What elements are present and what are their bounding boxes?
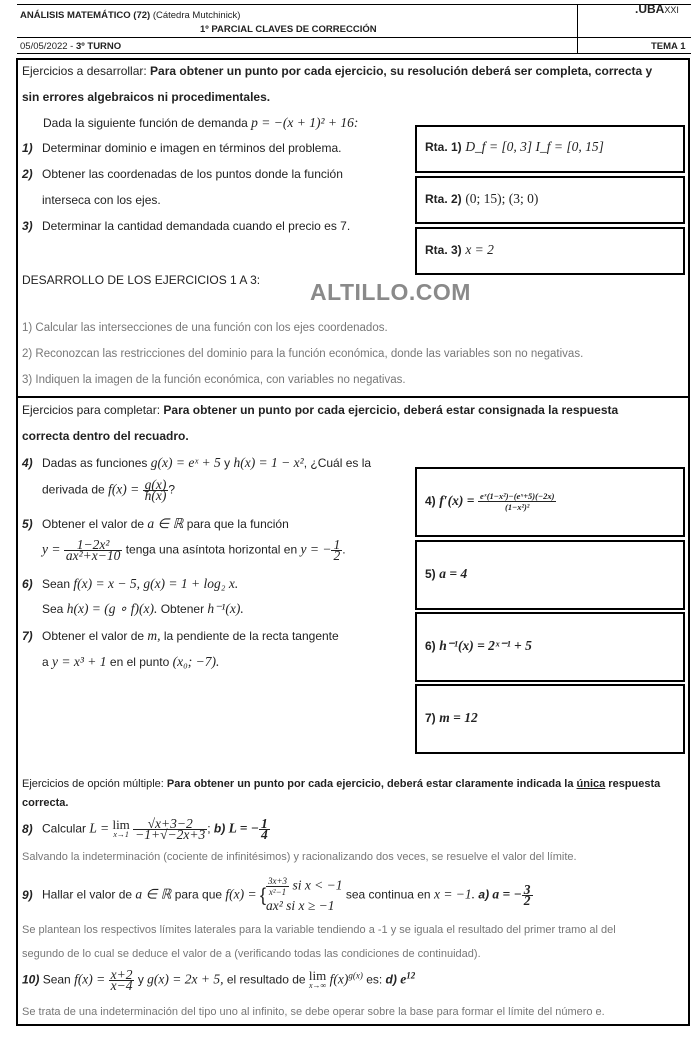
question-4 <box>22 455 371 471</box>
question-2 <box>22 167 343 181</box>
q4-and: y <box>224 456 231 470</box>
logo-suffix: XXI <box>664 5 679 15</box>
section3-intro <box>22 778 688 790</box>
q6-text-c: Obtener <box>160 602 205 616</box>
q10-explanation: Se trata de una indeterminación del tipo uno al infinito, se debe operar sobre la base para formar el límite del número e. <box>22 1006 605 1018</box>
q4-h-formula: h(x) = 1 − x² <box>233 455 304 470</box>
q9-piecewise <box>266 876 343 915</box>
q8-explanation: Salvando la indeterminación (cociente de infinitésimos) y racionalizando dos veces, se resuelve el valor del límite. <box>22 851 577 863</box>
q8-lim-word: lim <box>112 816 130 832</box>
q9-answer-option: a) <box>478 887 490 902</box>
q5-frac-den: ax²+x−10 <box>65 548 121 563</box>
answer-box-1 <box>415 125 685 173</box>
section3-intro-bold-a: Para obtener un punto por cada ejercicio, deberá estar claramente indicada la <box>166 778 577 790</box>
question-3 <box>22 219 350 233</box>
answer-box-4 <box>415 467 685 537</box>
q7-text-b: la pendiente de la recta tangente <box>163 629 339 643</box>
section1-intro-bold: Para obtener un punto por cada ejercicio, su resolución deberá ser completa, correcta y <box>150 64 653 78</box>
ans4-fprime: f′(x) = <box>439 492 475 508</box>
q9-explanation-1: Se plantean los respectivos límites laterales para la variable tendiendo a -1 y se iguala el resultado del primer tramo al del <box>22 924 616 936</box>
logo-text: .UBA <box>635 2 665 16</box>
answer-box-6 <box>415 612 685 682</box>
q10-number: 10) <box>22 972 40 987</box>
ans4-frac-den: (1−x²)² <box>505 502 530 512</box>
ans6-value: h⁻¹(x) = 2ˣ⁻¹ + 5 <box>439 638 532 653</box>
ans4-frac-num: eˣ(1−x²)−(eˣ+5)(−2x) <box>480 491 555 501</box>
q8-ans-den: 4 <box>260 827 268 842</box>
section3-intro-line2: correcta. <box>22 797 69 809</box>
q5-text-c: tenga una asíntota horizontal en <box>125 542 298 557</box>
q9-ans-den: 2 <box>523 893 531 908</box>
q9-answer-frac <box>522 882 533 908</box>
ans3-value: x = 2 <box>465 242 494 257</box>
q7-y-formula: y = x³ + 1 <box>52 654 107 669</box>
q8-answer-frac <box>259 816 270 842</box>
theme-label: TEMA 1 <box>651 41 686 52</box>
question-6 <box>22 576 238 592</box>
q4-text-a: Dadas as funciones <box>42 456 148 470</box>
ans7-label: 7) <box>425 711 436 725</box>
ans7-value: m = 12 <box>439 710 478 725</box>
q10-answer: e <box>400 971 407 987</box>
ans6-label: 6) <box>425 639 436 653</box>
ans1-value: D_f = [0, 3] I_f = [0, 15] <box>465 139 604 154</box>
development-title: DESARROLLO DE LOS EJERCICIOS 1 A 3: <box>22 273 261 287</box>
answer-box-5 <box>415 540 685 610</box>
given-text: Dada la siguiente función de demanda <box>43 116 248 130</box>
q5-half <box>331 537 342 563</box>
q9-a-var: a ∈ ℝ <box>135 886 172 902</box>
q5-y: y = <box>42 541 61 557</box>
answer-box-7 <box>415 684 685 754</box>
q8-ans-num: 1 <box>260 816 268 831</box>
section3-intro-underlined: única <box>576 778 606 790</box>
q10-text-c: es: <box>366 972 383 987</box>
q5-y2: y = − <box>300 541 332 557</box>
q4-text-c: derivada de <box>42 482 105 497</box>
section2-intro <box>22 403 618 417</box>
q5-frac-num: 1−2x² <box>64 540 123 551</box>
q6-number: 6) <box>22 577 33 591</box>
q10-answer-option: d) <box>385 972 397 987</box>
q9-text-c: sea continua en <box>345 887 431 902</box>
ans3-label: Rta. 3) <box>425 243 462 257</box>
q8-number: 8) <box>22 821 33 836</box>
q7-text-c: a <box>42 655 49 669</box>
q4-f-formula: f(x) = <box>108 481 140 497</box>
section1-intro-lead: Ejercicios a desarrollar: <box>22 64 151 78</box>
q9-number: 9) <box>22 887 33 902</box>
q7-number: 7) <box>22 629 33 643</box>
question-7 <box>22 628 339 644</box>
ans2-label: Rta. 2) <box>425 192 462 206</box>
q9-case1-cond: si x < −1 <box>292 877 343 893</box>
q2-text-2: interseca con los ejes. <box>42 193 161 207</box>
q5-a-var: a ∈ ℝ <box>147 516 184 531</box>
section2-intro-lead: Ejercicios para completar: <box>22 403 164 417</box>
q6-text-b: Sea <box>42 602 64 616</box>
question-10 <box>22 967 416 993</box>
q2-number: 2) <box>22 167 33 181</box>
q9-f: f(x) = <box>225 886 257 902</box>
q3-number: 3) <box>22 219 33 233</box>
q4-end: ? <box>168 482 176 497</box>
q9-case2: ax² si x ≥ −1 <box>265 898 335 913</box>
ans4-fraction <box>478 491 556 512</box>
q5-fraction <box>64 537 123 563</box>
q9-x: x = −1. <box>433 886 476 902</box>
question-1 <box>22 141 341 155</box>
q8-text: Calcular <box>42 821 87 836</box>
q8-frac-den: −1+√−2x+3 <box>135 827 206 842</box>
q4-line2 <box>42 477 176 503</box>
q9-case1-frac <box>266 876 289 897</box>
q3-text: Determinar la cantidad demandada cuando el precio es 7. <box>42 219 351 233</box>
q10-lim-word: lim <box>308 967 327 983</box>
q6-hinv: h⁻¹(x). <box>207 601 244 616</box>
q6-text-a: Sean <box>42 577 71 591</box>
q10-and: y <box>137 972 144 987</box>
q8-L: L = <box>89 820 110 836</box>
turn-text: 3º TURNO <box>76 41 122 52</box>
q4-frac-num: g(x) <box>144 477 167 492</box>
section2-intro-line2: correcta dentro del recuadro. <box>22 429 189 443</box>
chair-name: (Cátedra Mutchinick) <box>152 10 241 21</box>
q4-text-b: , ¿Cuál es la <box>303 456 372 470</box>
q10-fraction <box>109 967 135 993</box>
section3-intro-lead: Ejercicios de opción múltiple: <box>22 778 167 790</box>
criterion-1: 1) Calcular las intersecciones de una función con los ejes coordenados. <box>22 322 388 334</box>
q8-frac-num: √x+3−2 <box>133 819 207 830</box>
q7-text-a: Obtener el valor de <box>42 629 145 643</box>
given-formula: p = −(x + 1)² + 16: <box>251 115 359 130</box>
q6-line2 <box>42 601 244 617</box>
exam-date <box>20 41 121 52</box>
q5-line2: y = $\frac{\text{1−2x²}}{\text{ax²+x−10}}$ tenga una asíntota horizontal en y = − $\frac{1}{2}$ . <box>42 537 346 563</box>
q5-half-den: 2 <box>333 548 341 563</box>
q8-answer-option: b) <box>213 821 226 836</box>
q9-ans-num: 3 <box>523 882 531 897</box>
q7-line2 <box>42 654 219 670</box>
q9-case1-den: x²−1 <box>268 887 287 897</box>
q10-exponent: g(x) <box>348 970 363 981</box>
q10-f: f(x) = <box>74 971 106 987</box>
exam-title: 1º PARCIAL CLAVES DE CORRECCIÓN <box>200 24 377 35</box>
question-5 <box>22 516 289 532</box>
q7-text-d: en el punto <box>109 655 170 669</box>
q9-case1-num: 3x+3 <box>267 876 288 886</box>
q9-text-a: Hallar el valor de <box>42 887 133 902</box>
course-title <box>20 10 240 21</box>
q8-limit <box>112 816 130 840</box>
q7-point: (x₀; −7). <box>172 654 220 669</box>
q10-limit <box>308 967 327 991</box>
answer-box-2 <box>415 176 685 224</box>
criterion-3: 3) Indiquen la imagen de la función económica, con variables no negativas. <box>22 374 406 386</box>
section1-intro-line2: sin errores algebraicos ni procedimentales. <box>22 90 271 104</box>
q10-text-a: Sean <box>42 972 71 987</box>
q4-number: 4) <box>22 456 33 470</box>
q5-half-num: 1 <box>333 537 341 552</box>
criterion-2: 2) Reconozcan las restricciones del dominio para la función económica, donde las variables son no negativas. <box>22 348 584 360</box>
ans4-label: 4) <box>425 493 436 508</box>
section2-intro-bold: Para obtener un punto por cada ejercicio, deberá estar consignada la respuesta <box>163 403 619 417</box>
course-name: ANÁLISIS MATEMÁTICO (72) <box>20 10 151 21</box>
q9-explanation-2: segundo de lo cual se deduce el valor de a (verificando todas las condiciones de continuidad). <box>22 948 481 960</box>
q7-m-var: m, <box>147 628 161 643</box>
watermark: ALTILLO.COM <box>310 279 471 305</box>
q9-case1 <box>266 876 343 897</box>
uba-logo <box>635 2 679 16</box>
q10-g: g(x) = 2x + 5, <box>147 971 224 987</box>
date-text: 05/05/2022 - <box>20 41 74 52</box>
section1-intro <box>22 64 688 78</box>
q10-frac-den: x−4 <box>110 978 133 993</box>
given-statement <box>43 115 358 131</box>
q9-answer: a = − <box>492 886 522 902</box>
ans2-value: (0; 15); (3; 0) <box>465 191 539 206</box>
q9-text-b: para que <box>174 887 223 902</box>
question-9 <box>22 876 533 915</box>
q10-lim-sub: x→∞ <box>308 980 327 990</box>
section3-intro-bold-b: respuesta <box>605 778 661 790</box>
q10-expr: f(x) <box>329 971 349 987</box>
q10-text-b: el resultado de <box>226 972 306 987</box>
q5-number: 5) <box>22 517 33 531</box>
question-8: 8) Calcular L = lim x→1 $\frac{√x+3-2}{-1+√-2x+3}$ ; b) L = − $\frac{1}{4}$ <box>22 816 268 842</box>
q10-frac-num: x+2 <box>110 967 133 982</box>
ans1-label: Rta. 1) <box>425 140 462 154</box>
q2-text-1: Obtener las coordenadas de los puntos donde la función <box>42 167 343 181</box>
ans5-value: a = 4 <box>439 566 468 581</box>
q4-fraction <box>143 477 169 503</box>
q8-answer: L = − <box>228 820 259 836</box>
q8-lim-sub: x→1 <box>113 829 129 839</box>
q4-frac-den: h(x) <box>144 488 167 503</box>
q4-g-formula: g(x) = eˣ + 5 <box>150 455 221 470</box>
q10-answer-exponent: 12 <box>406 970 416 981</box>
q1-text: Determinar dominio e imagen en términos del problema. <box>42 141 342 155</box>
q6-f-formula: f(x) = x − 5, g(x) = 1 + log₂ x. <box>73 576 239 591</box>
q6-h-formula: h(x) = (g ∘ f)(x). <box>66 601 158 616</box>
q9-brace-icon: { <box>259 885 266 905</box>
q5-text-b: para que la función <box>186 517 289 531</box>
ans5-label: 5) <box>425 567 436 581</box>
q5-text-a: Obtener el valor de <box>42 517 145 531</box>
answer-box-3 <box>415 227 685 275</box>
q8-fraction <box>133 816 207 842</box>
q1-number: 1) <box>22 141 33 155</box>
